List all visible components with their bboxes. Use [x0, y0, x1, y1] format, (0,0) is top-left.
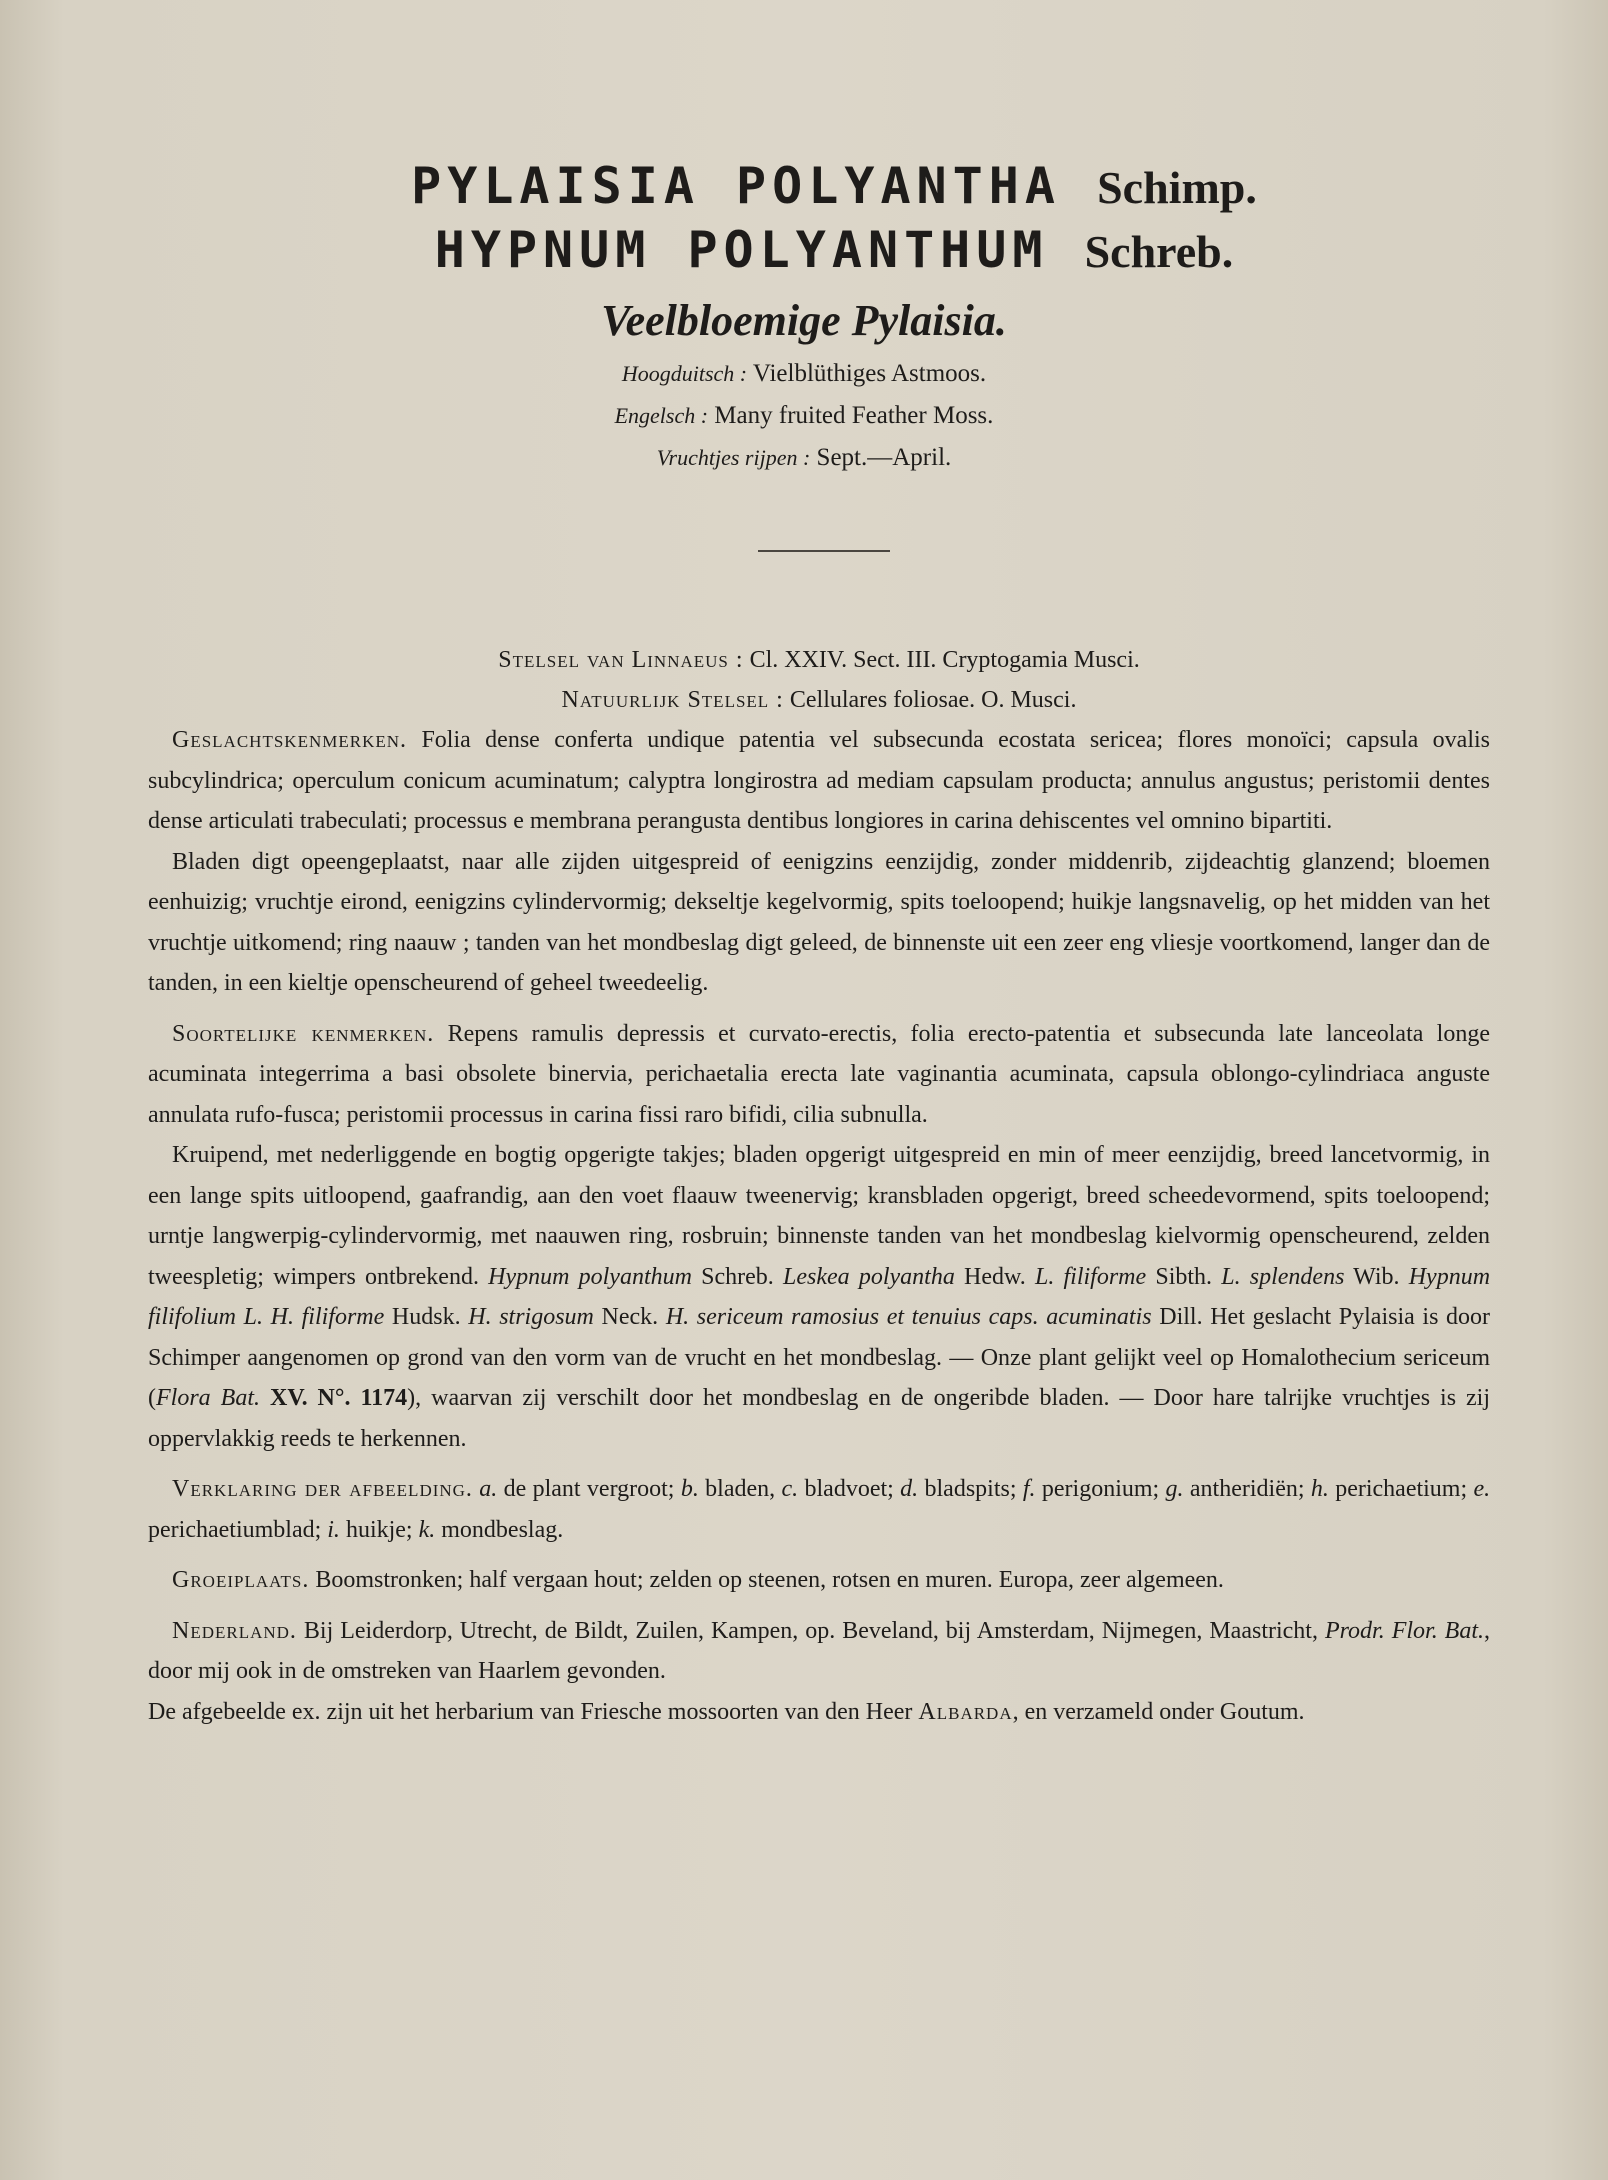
- natural-system: Natuurlijk Stelsel : Cellulares foliosae. O. Musci.: [561, 687, 1077, 713]
- german-name: Hoogduitsch : Vielblüthiges Astmoos.: [621, 360, 987, 387]
- dutch-name: Veelbloemige Pylaisia.: [601, 296, 1007, 345]
- divider-rule: [758, 550, 890, 552]
- genus-dutch: Bladen digt opeengeplaatst, naar alle zijden uitgespreid of eenigzins eenzijdig, zonder middenrib, zijdeachtig glanzend; bloemen eenhuizig; vruchtje eirond, eenigzins cylindervormig; dekseltje kegelvormig, spits toeloopend; huikje langsnavelig, op het midden van het vruchtje uitkomend; ring naauw ; tanden van het mondbeslag digt geleed, de binnenste uit een zeer eng vliesje voortkomend, langer dan de tanden, in een kieltje openscheurend of geheel tweedeelig.: [148, 848, 1490, 996]
- species-latin: Soortelijke kenmerken. Repens ramulis depressis et curvato-erectis, folia erecto-patentia et subsecunda late lanceolata longe acuminata integerrima a basi obsolete binervia, perichaetalia erecta late vaginantia acuminata, capsula oblongo-cylindriaca anguste annulata rufo-fusca; peristomii processus in carina fissi raro bifidi, cilia subnulla.: [148, 1020, 1491, 1128]
- english-name: Engelsch : Many fruited Feather Moss.: [614, 402, 994, 429]
- habitat: Groeiplaats. Boomstronken; half vergaan hout; zelden op steenen, rotsen en muren. Europa, zeer algemeen.: [172, 1567, 1224, 1593]
- netherlands-localities: Nederland. Bij Leiderdorp, Utrecht, de Bildt, Zuilen, Kampen, op. Beveland, bij Amsterdam, Nijmegen, Maastricht, Prodr. Flor. Bat., door mij ook in de omstreken van Haarlem gevonden.: [148, 1617, 1490, 1684]
- ripening-period: Vruchtjes rijpen : Sept.—April.: [656, 444, 952, 471]
- genus-latin: Geslachtskenmerken. Folia dense conferta undique patentia vel subsecunda ecostata sericea; flores monoïci; capsula ovalis subcylindrica; operculum conicum acuminatum; calyptra longirostra ad mediam capsulam producta; annulus angustus; peristomii dentes dense articulati trabeculati; processus e membrana perangusta dentibus longiores in carina dehiscentes vel omnino bipartiti.: [148, 727, 1491, 834]
- title-block: [0, 155, 1608, 479]
- figure-legend: Verklaring der afbeelding. a. de plant vergroot; b. bladen, c. bladvoet; d. bladspits; f. perigonium; g. antheridiën; h. perichaetium; e. perichaetiumblad; i. huikje; k. mondbeslag.: [148, 1476, 1491, 1543]
- body-text: [148, 640, 1490, 1732]
- closing-note: De afgebeelde ex. zijn uit het herbarium van Friesche mossoorten van den Heer Albarda, en verzameld onder Goutum.: [148, 1698, 1305, 1725]
- species-title-1: PYLAISIA POLYANTHA Schimp.: [411, 157, 1257, 215]
- linnaeus-system: Stelsel van Linnaeus : Cl. XXIV. Sect. III. Cryptogamia Musci.: [498, 647, 1140, 673]
- species-dutch: Kruipend, met nederliggende en bogtig opgerigte takjes; bladen opgerigt uitgespreid en min of meer eenzijdig, breed lancetvormig, in een lange spits uitloopend, gaafrandig, aan den voet flaauw tweenervig; kransbladen opgerigt, breed scheedevormend, spits toeloopend; urntje langwerpig-cylindervormig, met naauwen ring, rosbruin; binnenste tanden van het mondbeslag kielvormig openscheurend, zelden tweespletig; wimpers ontbrekend. Hypnum polyanthum Schreb. Leskea polyantha Hedw. L. filiforme Sibth. L. splendens Wib. Hypnum filifolium L. H. filiforme Hudsk. H. strigosum Neck. H. sericeum ramosius et tenuius caps. acuminatis Dill. Het geslacht Pylaisia is door Schimper aangenomen op grond van den vorm van de vrucht en het mondbeslag. — Onze plant gelijkt veel op Homalothecium sericeum (Flora Bat. XV. N°. 1174), waarvan zij verschilt door het mondbeslag en de ongeribde bladen. — Door hare talrijke vruchtjes is zij oppervlakkig reeds te herkennen.: [148, 1142, 1491, 1452]
- species-title-2: HYPNUM POLYANTHUM Schreb.: [434, 221, 1234, 279]
